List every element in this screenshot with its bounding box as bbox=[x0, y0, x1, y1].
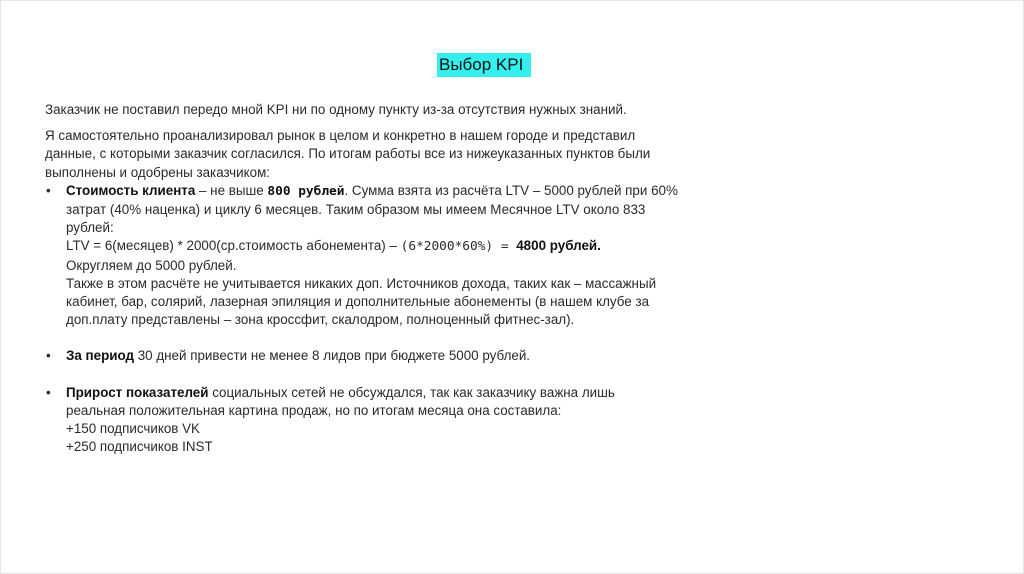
growth-vk: +150 подписчиков VK bbox=[66, 421, 200, 437]
slide-content bbox=[45, 101, 805, 456]
client-cost-line-6: Также в этом расчёте не учитывается никаких доп. Источников дохода, таких как – массажный bbox=[66, 275, 657, 291]
list-item-growth bbox=[45, 384, 805, 457]
growth-line-2: реальная положительная картина продаж, но по итогам месяца она составила: bbox=[66, 402, 562, 418]
client-cost-amount: 800 рублей bbox=[267, 183, 345, 199]
growth-text: социальных сетей не обсуждался, так как заказчику важна лишь bbox=[208, 384, 615, 400]
kpi-list bbox=[45, 182, 805, 457]
ltv-formula bbox=[66, 237, 805, 256]
client-cost-text-b: . Сумма взята из расчёта LTV – 5000 рублей при 60% bbox=[344, 182, 678, 198]
client-cost-line-7: кабинет, бар, солярий, лазерная эпиляция и дополнительные абонементы (в нашем клубе за bbox=[66, 294, 650, 310]
intro-paragraph: Заказчик не поставил передо мной KPI ни по одному пункту из-за отсутствия нужных знаний. bbox=[45, 102, 627, 117]
growth-line-1 bbox=[66, 384, 805, 402]
slide-title: Выбор KPI bbox=[437, 53, 531, 77]
analysis-line-2: данные, с которыми заказчик согласился. По итогам работы все из нижеуказанных пунктов были bbox=[45, 146, 651, 162]
bullet-icon: • bbox=[46, 348, 51, 364]
analysis-paragraph bbox=[45, 127, 805, 182]
client-cost-text-a: – не выше bbox=[195, 182, 268, 198]
period-lead: За период bbox=[66, 348, 135, 364]
bullet-icon: • bbox=[46, 384, 51, 400]
ltv-formula-result: 4800 рублей. bbox=[516, 238, 601, 254]
client-cost-line-8: доп.плату представлены – зона кроссфит, скалодром, полноценный фитнес-зал). bbox=[66, 312, 575, 328]
list-item-client-cost bbox=[45, 182, 805, 330]
analysis-line-3: выполнены и одобрены заказчиком: bbox=[45, 164, 271, 180]
ltv-formula-text: LTV = 6(месяцев) * 2000(ср.стоимость абонемента) – bbox=[66, 238, 401, 254]
ltv-formula-mono: (6*2000*60%) = bbox=[400, 239, 517, 255]
client-cost-line-3: рублей: bbox=[66, 220, 114, 236]
period-line bbox=[66, 347, 805, 365]
client-cost-line-1 bbox=[66, 182, 805, 201]
analysis-line-1: Я самостоятельно проанализировал рынок в целом и конкретно в нашем городе и представил bbox=[45, 128, 636, 144]
growth-lead: Прирост показателей bbox=[66, 384, 209, 400]
client-cost-line-5: Округляем до 5000 рублей. bbox=[66, 257, 237, 273]
period-text: 30 дней привести не менее 8 лидов при бюджете 5000 рублей. bbox=[134, 348, 531, 364]
growth-inst: +250 подписчиков INST bbox=[66, 439, 213, 455]
client-cost-line-2: затрат (40% наценка) и циклу 6 месяцев. Таким образом мы имеем Месячное LTV около 833 bbox=[66, 202, 646, 218]
list-item-period bbox=[45, 347, 805, 365]
bullet-icon: • bbox=[46, 182, 51, 198]
client-cost-lead: Стоимость клиента bbox=[66, 182, 196, 198]
